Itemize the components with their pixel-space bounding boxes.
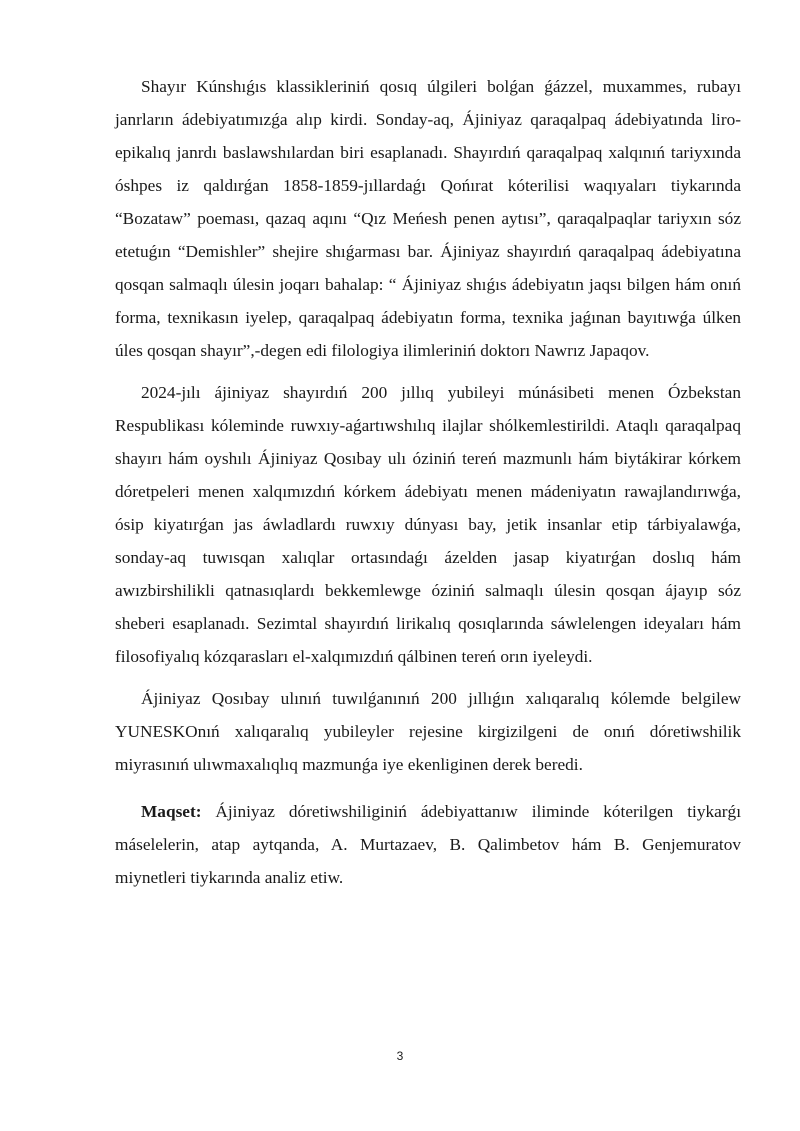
paragraph-jubilee: 2024-jılı ájiniyaz shayırdıń 200 jıllıq yubileyi múnásibeti menen Ózbekstan Respublikası kóleminde ruwxıy-aǵartıwshılıq ilajlar shólkemlestirildi. Ataqlı qaraqalpaq shayırı hám oyshılı Ájiniyaz Qosıbay ulı óziniń tereń mazmunlı hám biytákirar kórkem dóretpeleri menen xalqımızdıń kórkem ádebiyatı menen mádeniyatın rawajlandırıwǵa, ósip kiyatırǵan jas áwladlardı ruwxıy dúnyası bay, jetik insanlar etip tárbiyalawǵa, sonday-aq tuwısqan xalıqlar ortasındaǵı ázelden jasap kiyatırǵan doslıq hám awızbirshilikli qatnasıqlardı bekkemlewge óziniń salmaqlı úlesin qosqan ájayıp sóz sheberi esaplanadı. Sezimtal shayırdıń lirikalıq qosıqlarında sáwlelengen ideyaları hám filosofiyalıq kózqarasları el-xalqımızdıń qálbinen tereń orın iyeleydi. [115,383,741,666]
paragraph-unesco: Ájiniyaz Qosıbay ulınıń tuwılǵanınıń 200 jıllıǵın xalıqaralıq kólemde belgilew YUNESKOnıń xalıqaralıq yubileyler rejesine kirgizilgeni de onıń dóretiwshilik miyrasınıń ulıwmaxalıqlıq mazmunǵa iye ekenliginen derek beredi. [115,689,741,774]
page-body [115,70,741,894]
paragraph-classics: Shayır Kúnshıǵıs klassikleriniń qosıq úlgileri bolǵan ǵázzel, muxammes, rubayı janrların ádebiyatımızǵa alıp kirdi. Sonday-aq, Ájiniyaz qaraqalpaq ádebiyatında liro-epikalıq janrdı baslawshılardan biri esaplanadı. Shayırdıń qaraqalpaq xalqınıń tariyxında óshpes iz qaldırǵan 1858-1859-jıllardaǵı Qońırat kóterilisi waqıyaları tiykarında “Bozataw” poeması, qazaq aqını “Qız Meńesh penen aytısı”, qaraqalpaqlar tariyxın sóz etetuǵın “Demishler” shejire shıǵarması bar. Ájiniyaz shayırdıń qaraqalpaq ádebiyatına qosqan salmaqlı úlesin joqarı bahalap: “ Ájiniyaz shıǵıs ádebiyatın jaqsı bilgen hám onıń forma, texnikasın iyelep, qaraqalpaq ádebiyatın forma, texnika jaǵınan bayıtıwǵa úlken úles qosqan shayır”,-degen edi filologiya ilimleriniń doktorı Nawrız Japaqov. [115,77,741,360]
page-number: 3 [396,1049,404,1063]
goal-text: Ájiniyaz dóretiwshiliginiń ádebiyattanıw iliminde kóterilgen tiykarǵı máselelerin, atap aytqanda, A. Murtazaev, B. Qalimbetov hám B. Genjemuratov miynetleri tiykarında analiz etiw. [115,802,741,887]
goal-label: Maqset: [141,802,202,821]
paragraph-goal [115,795,741,894]
